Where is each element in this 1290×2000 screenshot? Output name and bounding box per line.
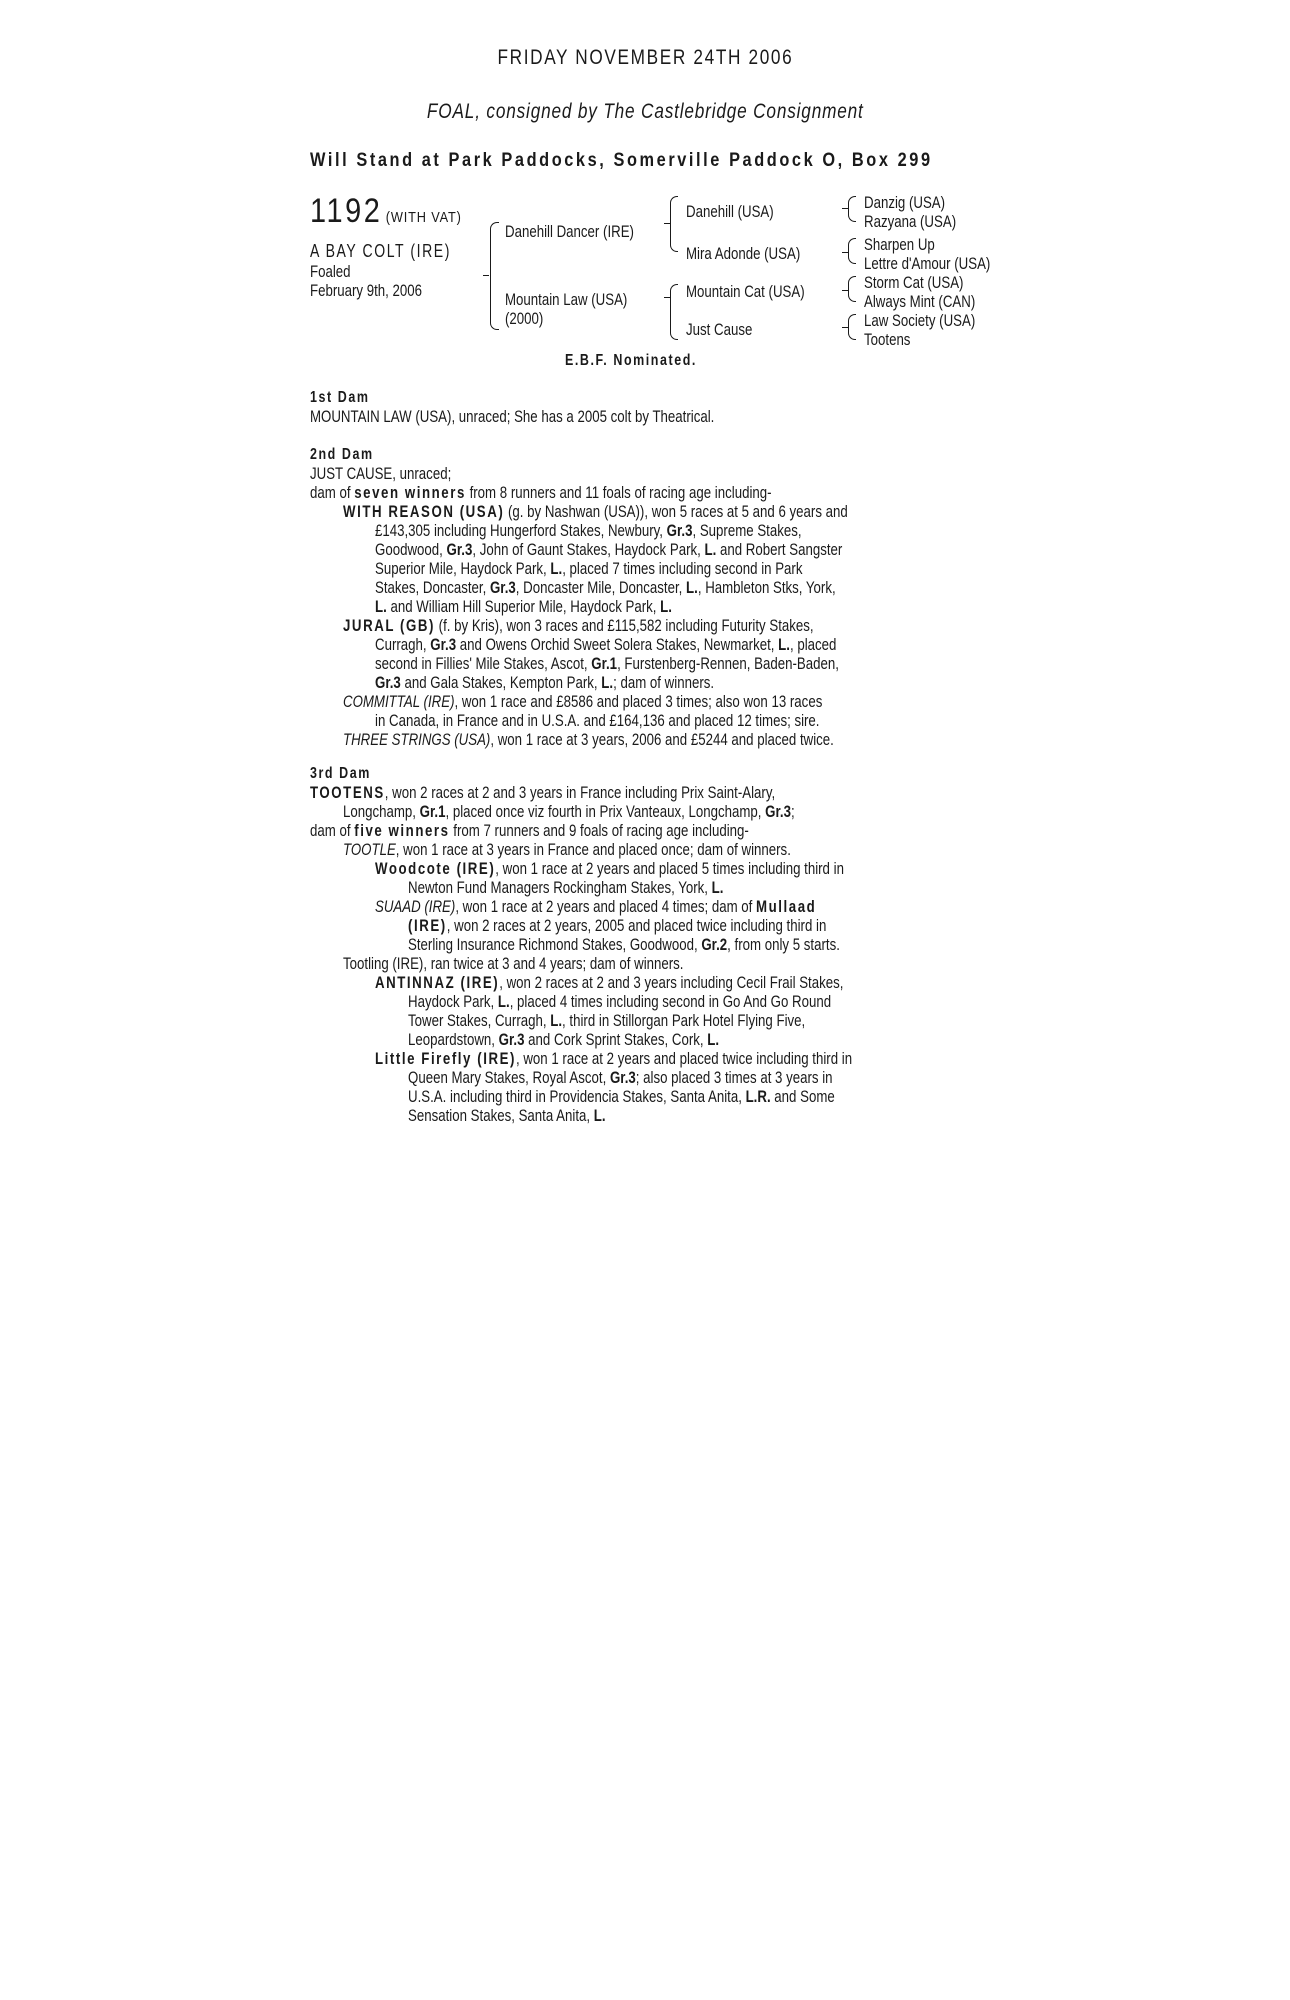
dam-year: (2000) bbox=[505, 309, 544, 328]
consignment-line: FOAL, consigned by The Castlebridge Consignment bbox=[426, 100, 864, 123]
ancestor-g4: Lettre d'Amour (USA) bbox=[864, 254, 991, 273]
produce-text-line: (IRE), won 2 races at 2 years, 2005 and placed twice including third in bbox=[408, 916, 827, 935]
pedigree-brace-sire bbox=[670, 196, 678, 252]
produce-text-line: Queen Mary Stakes, Royal Ascot, Gr.3; also placed 3 times at 3 years in bbox=[408, 1068, 833, 1087]
foaled-label: Foaled bbox=[310, 262, 351, 281]
lot-number: 1192 (WITH VAT) bbox=[310, 192, 462, 230]
pedigree-brace-g1 bbox=[848, 196, 856, 222]
second-dam-heading: 2nd Dam bbox=[310, 446, 374, 463]
sire-dam-name: Mira Adonde (USA) bbox=[686, 244, 801, 263]
produce-three-strings: THREE STRINGS (USA), won 1 race at 3 years, 2006 and £5244 and placed twice. bbox=[343, 730, 834, 749]
dam-dam-name: Just Cause bbox=[686, 320, 753, 339]
produce-committal: COMMITTAL (IRE), won 1 race and £8586 and placed 3 times; also won 13 races bbox=[343, 692, 823, 711]
produce-little-firefly: Little Firefly (IRE), won 1 race at 2 years and placed twice including third in bbox=[375, 1049, 853, 1068]
brace-tick bbox=[842, 252, 848, 253]
third-dam-produce-line: dam of five winners from 7 runners and 9 foals of racing age including- bbox=[310, 821, 749, 840]
ancestor-g5: Storm Cat (USA) bbox=[864, 273, 964, 292]
brace-tick bbox=[483, 275, 489, 276]
produce-text-line: second in Fillies' Mile Stakes, Ascot, Gr.1, Furstenberg-Rennen, Baden-Baden, bbox=[375, 654, 839, 673]
foaled-date: February 9th, 2006 bbox=[310, 281, 423, 300]
sale-date: FRIDAY NOVEMBER 24TH 2006 bbox=[497, 46, 793, 69]
produce-text-line: Sterling Insurance Richmond Stakes, Goodwood, Gr.2, from only 5 starts. bbox=[408, 935, 840, 954]
ancestor-g2: Razyana (USA) bbox=[864, 212, 957, 231]
brace-tick bbox=[842, 327, 848, 328]
produce-text-line: £143,305 including Hungerford Stakes, Newbury, Gr.3, Supreme Stakes, bbox=[375, 521, 802, 540]
third-dam-line: Longchamp, Gr.1, placed once viz fourth in Prix Vanteaux, Longchamp, Gr.3; bbox=[343, 802, 795, 821]
second-dam-line: JUST CAUSE, unraced; bbox=[310, 464, 452, 483]
pedigree-brace-g4 bbox=[848, 314, 856, 340]
dam-sire-name: Mountain Cat (USA) bbox=[686, 282, 805, 301]
produce-suaad: SUAAD (IRE), won 1 race at 2 years and placed 4 times; dam of Mullaad bbox=[375, 897, 817, 916]
dam-name: Mountain Law (USA) bbox=[505, 290, 628, 309]
ancestor-g6: Always Mint (CAN) bbox=[864, 292, 976, 311]
produce-woodcote: Woodcote (IRE), won 1 race at 2 years and placed 5 times including third in bbox=[375, 859, 844, 878]
produce-tootle: TOOTLE, won 1 race at 3 years in France and placed once; dam of winners. bbox=[343, 840, 791, 859]
produce-text-line: Sensation Stakes, Santa Anita, L. bbox=[408, 1106, 606, 1125]
sire-sire-name: Danehill (USA) bbox=[686, 202, 774, 221]
produce-with-reason: WITH REASON (USA) (g. by Nashwan (USA)), won 5 races at 5 and 6 years and bbox=[343, 502, 848, 521]
first-dam-text: MOUNTAIN LAW (USA), unraced; She has a 2005 colt by Theatrical. bbox=[310, 407, 715, 426]
produce-text-line: Curragh, Gr.3 and Owens Orchid Sweet Solera Stakes, Newmarket, L., placed bbox=[375, 635, 837, 654]
produce-text-line: Leopardstown, Gr.3 and Cork Sprint Stakes, Cork, L. bbox=[408, 1030, 720, 1049]
ancestor-g7: Law Society (USA) bbox=[864, 311, 976, 330]
ancestor-g8: Tootens bbox=[864, 330, 911, 349]
first-dam-heading: 1st Dam bbox=[310, 389, 370, 406]
stand-location: Will Stand at Park Paddocks, Somerville Paddock O, Box 299 bbox=[310, 150, 933, 171]
second-dam-produce-line: dam of seven winners from 8 runners and 11 foals of racing age including- bbox=[310, 483, 772, 502]
brace-tick bbox=[842, 208, 848, 209]
produce-text-line: Gr.3 and Gala Stakes, Kempton Park, L.; dam of winners. bbox=[375, 673, 715, 692]
ancestor-g3: Sharpen Up bbox=[864, 235, 935, 254]
produce-text-line: U.S.A. including third in Providencia Stakes, Santa Anita, L.R. and Some bbox=[408, 1087, 835, 1106]
vat-note: (WITH VAT) bbox=[385, 209, 462, 226]
produce-text-line: L. and William Hill Superior Mile, Haydock Park, L. bbox=[375, 597, 672, 616]
brace-tick bbox=[664, 297, 670, 298]
third-dam-line: TOOTENS, won 2 races at 2 and 3 years in France including Prix Saint-Alary, bbox=[310, 783, 776, 802]
produce-text-line: Tower Stakes, Curragh, L., third in Stillorgan Park Hotel Flying Five, bbox=[408, 1011, 806, 1030]
pedigree-brace-dam bbox=[670, 284, 678, 340]
lot-description: A BAY COLT (IRE) bbox=[310, 241, 451, 261]
pedigree-brace-g3 bbox=[848, 276, 856, 302]
produce-text-line: Goodwood, Gr.3, John of Gaunt Stakes, Haydock Park, L. and Robert Sangster bbox=[375, 540, 843, 559]
produce-text-line: in Canada, in France and in U.S.A. and £164,136 and placed 12 times; sire. bbox=[375, 711, 820, 730]
produce-jural: JURAL (GB) (f. by Kris), won 3 races and £115,582 including Futurity Stakes, bbox=[343, 616, 814, 635]
brace-tick bbox=[842, 290, 848, 291]
pedigree-brace-g2 bbox=[848, 238, 856, 264]
third-dam-heading: 3rd Dam bbox=[310, 765, 371, 782]
produce-text-line: Haydock Park, L., placed 4 times including second in Go And Go Round bbox=[408, 992, 832, 1011]
ebf-note: E.B.F. Nominated. bbox=[565, 352, 697, 369]
pedigree-brace-main bbox=[490, 222, 499, 330]
ancestor-g1: Danzig (USA) bbox=[864, 193, 946, 212]
sire-name: Danehill Dancer (IRE) bbox=[505, 222, 634, 241]
produce-tootling: Tootling (IRE), ran twice at 3 and 4 years; dam of winners. bbox=[343, 954, 684, 973]
produce-antinnaz: ANTINNAZ (IRE), won 2 races at 2 and 3 years including Cecil Frail Stakes, bbox=[375, 973, 844, 992]
produce-text-line: Newton Fund Managers Rockingham Stakes, York, L. bbox=[408, 878, 724, 897]
produce-text-line: Stakes, Doncaster, Gr.3, Doncaster Mile, Doncaster, L., Hambleton Stks, York, bbox=[375, 578, 836, 597]
produce-text-line: Superior Mile, Haydock Park, L., placed 7 times including second in Park bbox=[375, 559, 803, 578]
